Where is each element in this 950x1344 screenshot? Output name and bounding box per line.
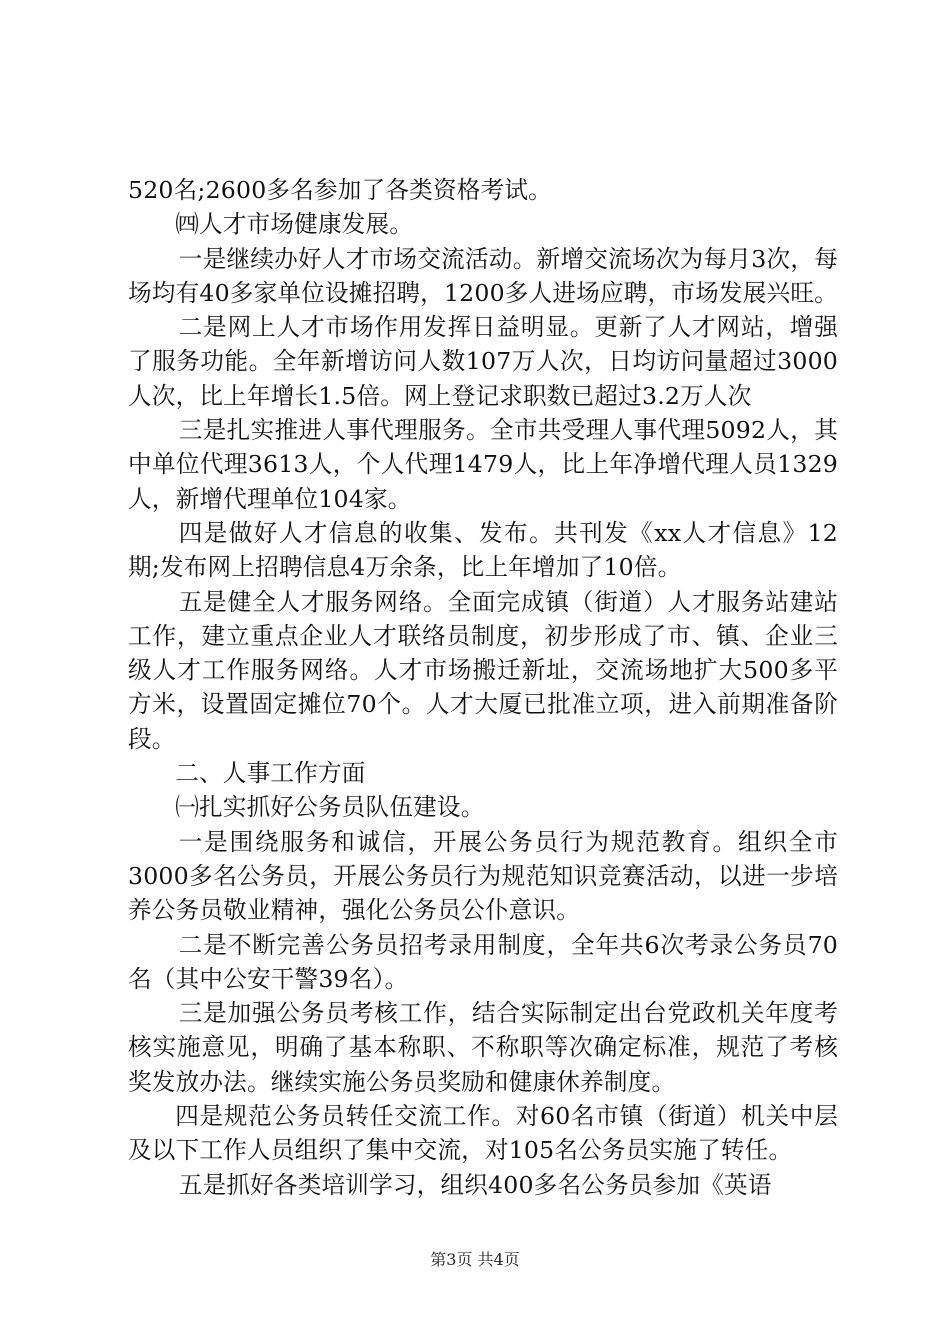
document-body — [128, 173, 838, 1202]
subsection-heading-civil-servants: ㈠扎实抓好公务员队伍建设。 — [175, 793, 485, 822]
page-number-footer: 第3页 共4页 — [430, 1250, 520, 1269]
paragraph: 三是加强公务员考核工作，结合实际制定出台党政机关年度考核实施意见，明确了基本称职、不称职等次确定标准，规范了考核奖发放办法。继续实施公务员奖励和健康休养制度。 — [128, 999, 838, 1096]
paragraph: 四是规范公务员转任交流工作。对60名市镇（街道）机关中层及以下工作人员组织了集中交流，对105名公务员实施了转任。 — [128, 1102, 838, 1165]
paragraph: 二是不断完善公务员招考录用制度，全年共6次考录公务员70名（其中公安干警39名）。 — [128, 930, 838, 993]
paragraph: 一是围绕服务和诚信，开展公务员行为规范教育。组织全市3000多名公务员，开展公务员行为规范知识竞赛活动，以进一步培养公务员敬业精神，强化公务员公仆意识。 — [128, 827, 838, 925]
paragraph: 二是网上人才市场作用发挥日益明显。更新了人才网站，增强了服务功能。全年新增访问人数107万人次，日均访问量超过3000人次，比上年增长1.5倍。网上登记求职数已超过3.2万人次 — [128, 313, 838, 410]
paragraph-continuation: 520名;2600多名参加了各类资格考试。 — [128, 176, 552, 204]
section-heading-talent-market: ㈣人才市场健康发展。 — [175, 210, 414, 239]
paragraph: 三是扎实推进人事代理服务。全市共受理人事代理5092人，其中单位代理3613人，个人代理1479人，比上年净增代理人员1329人，新增代理单位104家。 — [128, 416, 838, 513]
paragraph: 一是继续办好人才市场交流活动。新增交流场次为每月3次，每场均有40多家单位设摊招聘，1200多人进场应聘，市场发展兴旺。 — [128, 244, 838, 307]
paragraph: 五是抓好各类培训学习，组织400多名公务员参加《英语 — [178, 1170, 772, 1199]
paragraph: 五是健全人才服务网络。全面完成镇（街道）人才服务站建站工作，建立重点企业人才联络员制度，初步形成了市、镇、企业三级人才工作服务网络。人才市场搬迁新址，交流场地扩大500多平方米，设置固定摊位70个。人才大厦已批准立项，进入前期准备阶段。 — [128, 587, 838, 753]
section-heading-personnel: 二、人事工作方面 — [175, 759, 366, 788]
paragraph: 四是做好人才信息的收集、发布。共刊发《xx人才信息》12期;发布网上招聘信息4万余条，比上年增加了10倍。 — [128, 518, 838, 582]
